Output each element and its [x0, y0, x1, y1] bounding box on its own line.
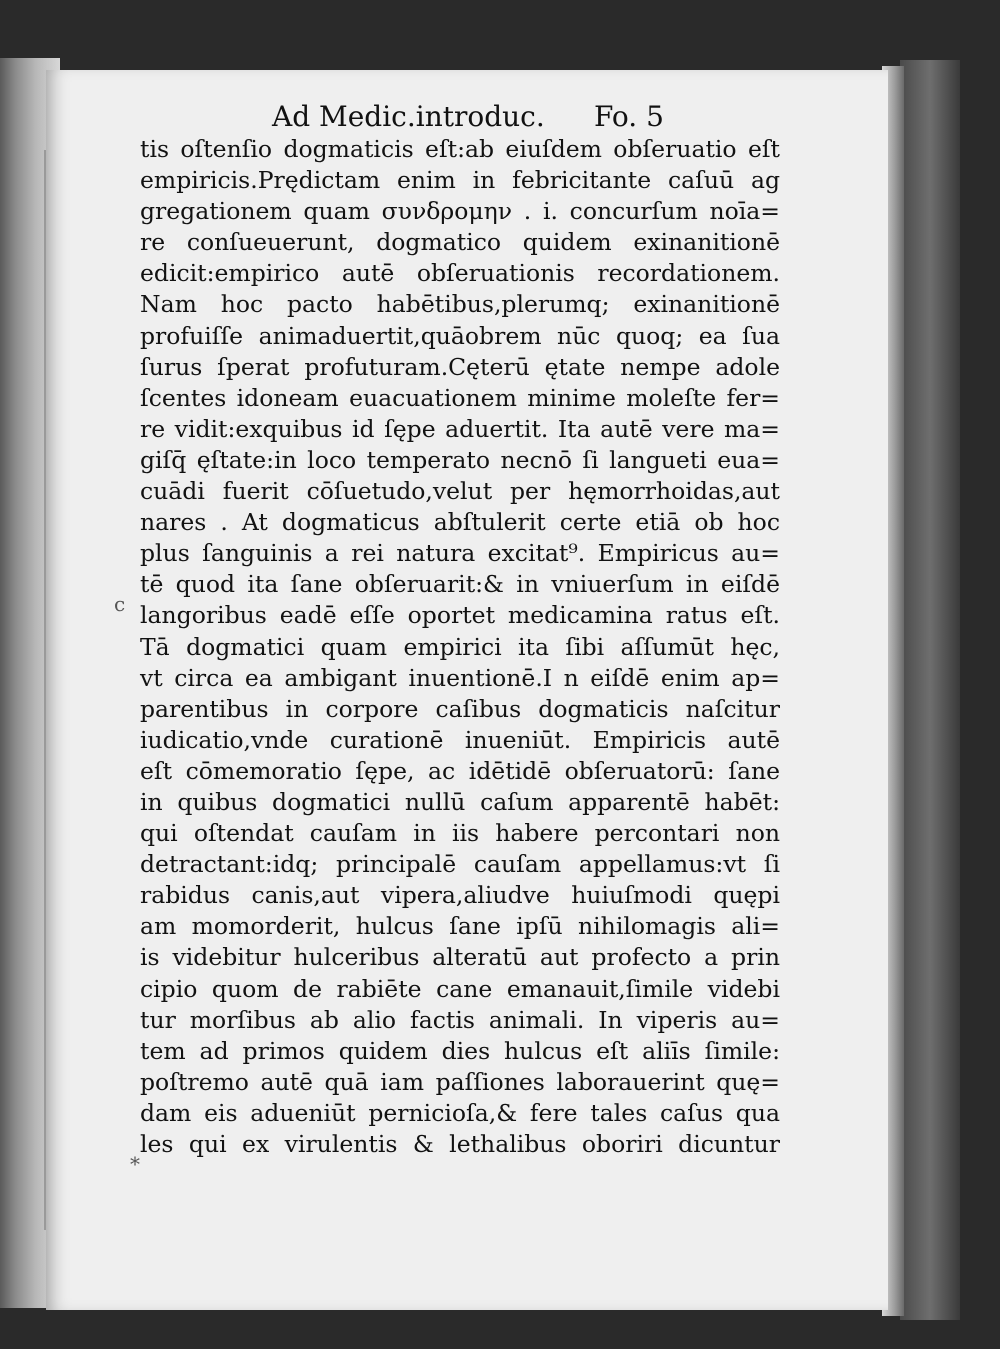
text-line: plus ſanguinis a rei natura excitat⁹. Empiricus au= [140, 539, 780, 568]
text-line: re conſueuerunt, dogmatico quidem exinanitionē [140, 228, 780, 257]
text-line: dam eis adueniūt pernicioſa,& fere tales caſus qua [140, 1098, 780, 1127]
folio-number: Fo. 5 [594, 100, 664, 133]
text-line: ſurus ſperat profuturam.Cęterū ętate nempe adole [140, 352, 780, 381]
text-block [140, 134, 780, 1160]
text-line: Nam hoc pacto habētibus,plerumq; exinanitionē [140, 290, 780, 319]
text-line: empiricis.Prędictam enim in febricitante caſuū ag [140, 166, 780, 195]
margin-mark: * [130, 1152, 140, 1176]
text-line: nares . At dogmaticus abſtulerit certe etiā ob hoc [140, 508, 780, 537]
text-line: profuiſſe animaduertit,quāobrem nūc quoq; ea ſua [140, 321, 780, 350]
text-line: eſt cōmemoratio ſępe, ac idētidē obſeruatorū: ſane [140, 756, 780, 785]
text-line: re vidit:exquibus id ſępe aduertit. Ita autē vere ma= [140, 414, 780, 443]
text-line: tur morſibus ab alio factis animali. In viperis au= [140, 1005, 780, 1034]
text-line: ſcentes idoneam euacuationem minime moleſte fer= [140, 383, 780, 412]
text-line: is videbitur hulceribus alteratū aut profecto a prin [140, 943, 780, 972]
text-line: tis oſtenſio dogmaticis eſt:ab eiuſdem obſeruatio eſt [140, 135, 780, 163]
text-line: in quibus dogmatici nullū caſum apparentē habēt: [140, 787, 780, 816]
text-line: les qui ex virulentis & lethalibus oboriri dicuntur [140, 1130, 780, 1158]
text-line: cuādi fuerit cōſuetudo,velut per hęmorrhoidas,aut [140, 477, 780, 506]
text-line: am momorderit, hulcus ſane ipſū nihilomagis ali= [140, 912, 780, 941]
text-line: langoribus eadē eſſe oportet medicamina ratus eſt. [140, 601, 780, 630]
text-line: cipio quom de rabiēte cane emanauit,ſimile videbi [140, 974, 780, 1003]
text-line: Tā dogmatici quam empirici ita ſibi aſſumūt hęc, [140, 632, 780, 661]
text-line: parentibus in corpore caſibus dogmaticis naſcitur [140, 694, 780, 723]
margin-mark: c [114, 592, 126, 616]
book-cover-edge [900, 60, 960, 1320]
text-line: vt circa ea ambigant inuentionē.I n eiſdē enim ap= [140, 663, 780, 692]
text-line: edicit:empirico autē obſeruationis recordationem. [140, 259, 780, 288]
text-line: poſtremo autē quā iam paſſiones laborauerint quę= [140, 1067, 780, 1096]
text-line: qui oſtendat cauſam in iis habere percontari non [140, 819, 780, 848]
text-line: tē quod ita ſane obſeruarit:& in vniuerſum in eiſdē [140, 570, 780, 599]
running-head-title: Ad Medic.introduc. [272, 100, 545, 133]
text-line: detractant:idq; principalē cauſam appellamus:vt ſi [140, 850, 780, 879]
text-line: giſq̄ ęſtate:in loco temperato necnō ſi langueti eua= [140, 445, 780, 474]
text-line: rabidus canis,aut vipera,aliudve huiuſmodi quępi [140, 881, 780, 910]
text-line: gregationem quam συνδρομην . i. concurſum noīa= [140, 197, 780, 226]
text-line: iudicatio,vnde curationē inueniūt. Empiricis autē [140, 725, 780, 754]
text-line: tem ad primos quidem dies hulcus eſt aliīs ſimile: [140, 1036, 780, 1065]
